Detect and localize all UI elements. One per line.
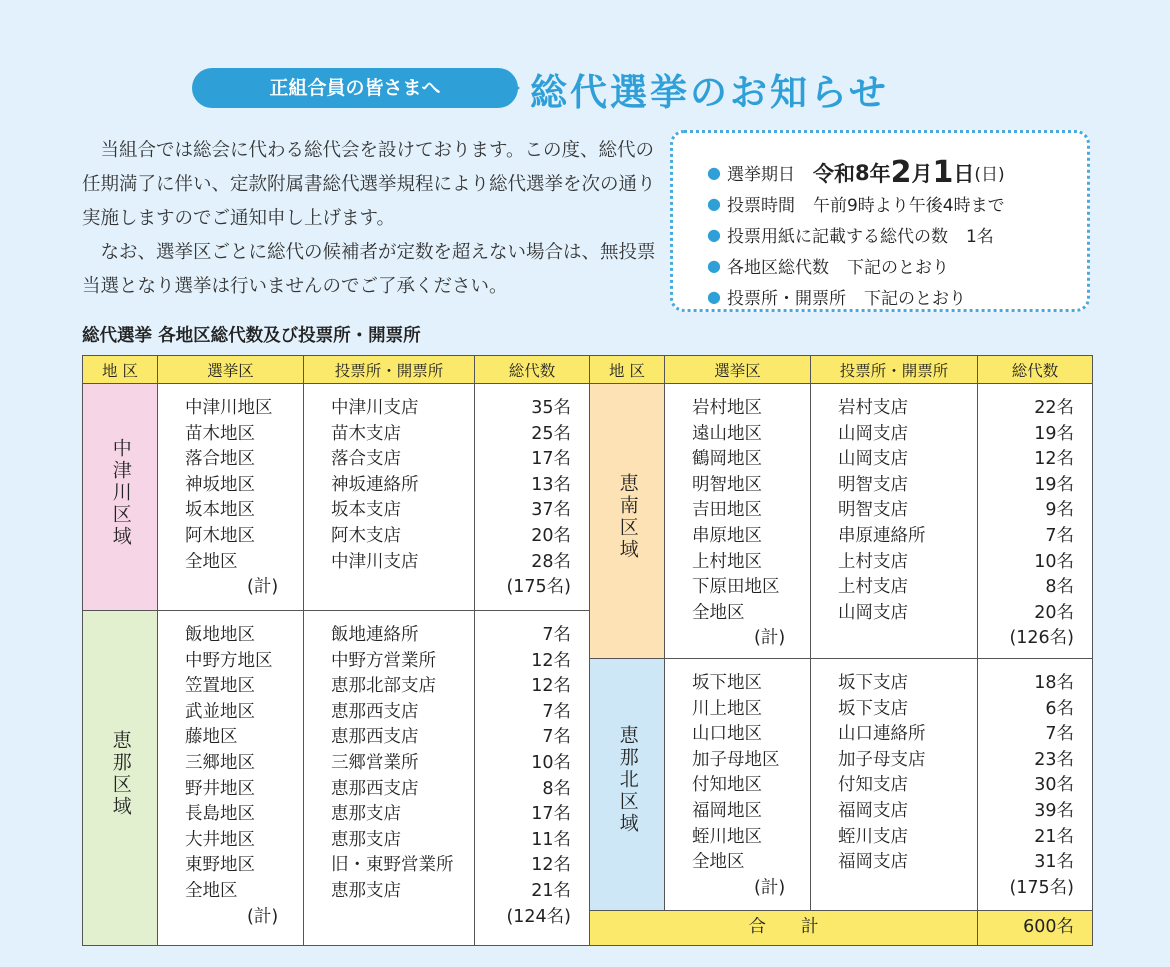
subtotal: (175名) (1009, 877, 1074, 898)
table-row (83, 384, 1093, 611)
list-item: 全地区 (185, 551, 238, 572)
count-list (475, 611, 590, 946)
list-item: 25名 (531, 423, 571, 444)
hours-value: 午前9時より午後4時まで (812, 196, 1005, 216)
list-item: 8名 (542, 778, 571, 799)
intro-text (82, 134, 662, 304)
list-item: 山口連絡所 (838, 724, 926, 745)
header-region: 地 区 (83, 356, 158, 384)
list-item: 10名 (1034, 551, 1074, 572)
list-item: 神坂地区 (185, 474, 255, 495)
list-item: 福岡支店 (838, 800, 908, 821)
list-item: 12名 (531, 650, 571, 671)
subtotal: (175名) (506, 577, 571, 598)
list-item: 阿木地区 (185, 525, 255, 546)
list-item: 山岡支店 (838, 449, 908, 470)
info-row-hours (707, 188, 1087, 219)
office-list (304, 611, 475, 946)
list-item: 山口地区 (692, 724, 762, 745)
list-item: 恵那北部支店 (331, 676, 436, 697)
district-list (665, 659, 811, 911)
audience-pill: 正組合員の皆さまへ (192, 68, 518, 108)
date-day: 1 (932, 155, 954, 190)
list-item: 12名 (531, 855, 571, 876)
list-item: 中野方営業所 (331, 650, 436, 671)
office-list (304, 384, 475, 611)
count-list (978, 384, 1093, 659)
list-item: 上村支店 (838, 551, 908, 572)
list-item: 中津川支店 (331, 551, 419, 572)
place-value: 下記のとおり (863, 289, 966, 309)
hours-label: 投票時間 (726, 196, 795, 216)
list-item: 上村支店 (838, 577, 908, 598)
bullet-icon: ● (707, 287, 721, 306)
list-item: 7名 (542, 727, 571, 748)
list-item: 13名 (531, 474, 571, 495)
list-item: 山岡支店 (838, 423, 908, 444)
info-row-count (707, 219, 1087, 250)
list-item: 7名 (1045, 525, 1074, 546)
intro-paragraph-2: なお、選挙区ごとに総代の候補者が定数を超えない場合は、無投票当選となり選挙は行いませんのでご了承ください。 (82, 242, 656, 297)
list-item: 恵那西支店 (331, 727, 419, 748)
list-item: 岩村地区 (692, 398, 762, 418)
pill-arrow-icon (504, 76, 520, 100)
list-item: 坂本支店 (331, 500, 401, 521)
list-item: 大井地区 (185, 829, 255, 850)
list-item: 飯地連絡所 (331, 625, 419, 645)
date-month-unit: 月 (911, 161, 933, 186)
list-item: 明智地区 (692, 474, 762, 495)
list-item: 坂本地区 (185, 500, 255, 521)
election-info-box (670, 130, 1090, 312)
date-year: 8 (854, 160, 870, 185)
list-item: 加子母地区 (692, 749, 780, 770)
district-list (665, 384, 811, 659)
list-item: 福岡支店 (838, 852, 908, 873)
list-item: 18名 (1034, 673, 1074, 693)
count-list (475, 384, 590, 611)
table-caption: 総代選挙 各地区総代数及び投票所・開票所 (82, 326, 421, 346)
list-item: 7名 (1045, 724, 1074, 745)
list-item: 神坂連絡所 (331, 474, 419, 495)
list-item: 三郷地区 (185, 752, 255, 773)
info-row-place (707, 281, 1087, 312)
list-item: 武並地区 (185, 701, 255, 722)
total-label: 合 計 (590, 911, 978, 946)
total-value: 600名 (978, 911, 1093, 946)
subtotal: (124名) (506, 906, 571, 927)
bullet-icon: ● (707, 194, 721, 213)
list-item: 7名 (542, 625, 571, 645)
list-item: 川上地区 (692, 698, 762, 719)
list-item: 恵那西支店 (331, 778, 419, 799)
info-row-date (707, 157, 1087, 188)
list-item: 旧・東野営業所 (331, 855, 454, 876)
list-item: 21名 (531, 880, 571, 901)
list-item: 30名 (1034, 775, 1074, 796)
list-item: 苗木地区 (185, 423, 255, 444)
count-list (978, 659, 1093, 911)
list-item: 恵那支店 (331, 829, 401, 850)
list-item: 全地区 (692, 852, 745, 873)
region-nakatsugawa (83, 384, 158, 611)
list-item: 20名 (531, 525, 571, 546)
list-item: 岩村支店 (838, 398, 908, 418)
subtotal: (計) (247, 906, 279, 927)
date-day-unit: 日 (953, 161, 975, 186)
list-item: 鶴岡地区 (692, 449, 762, 470)
list-item: 28名 (531, 551, 571, 572)
list-item: 20名 (1034, 602, 1074, 623)
list-item: 阿木支店 (331, 525, 401, 546)
date-month: 2 (890, 155, 912, 190)
region-value: 下記のとおり (846, 258, 949, 278)
list-item: 中野方地区 (185, 650, 273, 671)
region-ena (83, 611, 158, 946)
date-year-unit: 年 (869, 161, 891, 186)
list-item: 8名 (1045, 577, 1074, 598)
list-item: 23名 (1034, 749, 1074, 770)
list-item: 苗木支店 (331, 423, 401, 444)
list-item: 笠置地区 (185, 676, 255, 697)
date-weekday: (日) (974, 165, 1005, 185)
list-item: 野井地区 (185, 778, 255, 799)
subtotal: (計) (247, 577, 279, 598)
region-label: 恵那区域 (109, 729, 132, 818)
header-district: 選挙区 (665, 356, 811, 384)
list-item: 落合支店 (331, 449, 401, 470)
district-list (158, 384, 304, 611)
list-item: 付知支店 (838, 775, 908, 796)
bullet-icon: ● (707, 225, 721, 244)
list-item: 吉田地区 (692, 500, 762, 521)
office-list (811, 659, 978, 911)
list-item: 11名 (531, 829, 571, 850)
list-item: 6名 (1045, 698, 1074, 719)
list-item: 蛭川地区 (692, 826, 762, 847)
list-item: 21名 (1034, 826, 1074, 847)
bullet-icon: ● (707, 163, 721, 182)
header-count: 総代数 (978, 356, 1093, 384)
list-item: 9名 (1045, 500, 1074, 521)
list-item: 明智支店 (838, 474, 908, 495)
list-item: 17名 (531, 804, 571, 825)
list-item: 蛭川支店 (838, 826, 908, 847)
list-item: 遠山地区 (692, 423, 762, 444)
list-item: 恵那西支店 (331, 701, 419, 722)
election-table (82, 355, 1093, 946)
place-label: 投票所・開票所 (726, 289, 846, 309)
subtotal: (126名) (1009, 628, 1074, 649)
list-item: 落合地区 (185, 449, 255, 470)
list-item: 22名 (1034, 398, 1074, 418)
list-item: 串原連絡所 (838, 525, 926, 546)
list-item: 恵那支店 (331, 880, 401, 901)
district-list (158, 611, 304, 946)
list-item: 12名 (1034, 449, 1074, 470)
table-header-row (83, 356, 1093, 384)
header-region: 地 区 (590, 356, 665, 384)
list-item: 串原地区 (692, 525, 762, 546)
header-office: 投票所・開票所 (811, 356, 978, 384)
list-item: 35名 (531, 398, 571, 418)
count-value: 1名 (965, 227, 994, 247)
region-label: 恵那北区域 (616, 725, 639, 836)
list-item: 恵那支店 (331, 804, 401, 825)
list-item: 三郷営業所 (331, 752, 419, 773)
region-label: 各地区総代数 (726, 258, 829, 278)
list-item: 17名 (531, 449, 571, 470)
date-label: 選挙期日 (726, 165, 795, 185)
list-item: 飯地地区 (185, 625, 255, 645)
region-label: 中津川区域 (109, 437, 132, 548)
list-item: 加子母支店 (838, 749, 926, 770)
header-district: 選挙区 (158, 356, 304, 384)
list-item: 中津川支店 (331, 398, 419, 418)
subtotal: (計) (754, 628, 786, 649)
info-row-region (707, 250, 1087, 281)
list-item: 12名 (531, 676, 571, 697)
list-item: 東野地区 (185, 855, 255, 876)
intro-paragraph-1: 当組合では総会に代わる総代会を設けております。この度、総代の任期満了に伴い、定款附属書総代選挙規程により総代選挙を次の通り実施しますのでご通知申し上げます。 (82, 140, 656, 229)
header-count: 総代数 (475, 356, 590, 384)
list-item: 39名 (1034, 800, 1074, 821)
page-title: 総代選挙のお知らせ (530, 71, 889, 114)
list-item: 上村地区 (692, 551, 762, 572)
office-list (811, 384, 978, 659)
list-item: 付知地区 (692, 775, 762, 796)
list-item: 31名 (1034, 852, 1074, 873)
list-item: 19名 (1034, 474, 1074, 495)
list-item: 山岡支店 (838, 602, 908, 623)
region-enan (590, 384, 665, 659)
list-item: 全地区 (692, 602, 745, 623)
list-item: 明智支店 (838, 500, 908, 521)
count-label: 投票用紙に記載する総代の数 (726, 227, 948, 247)
subtotal: (計) (754, 877, 786, 898)
list-item: 7名 (542, 701, 571, 722)
list-item: 福岡地区 (692, 800, 762, 821)
list-item: 全地区 (185, 880, 238, 901)
bullet-icon: ● (707, 256, 721, 275)
list-item: 坂下支店 (838, 673, 908, 693)
date-era: 令和 (812, 161, 855, 186)
list-item: 坂下支店 (838, 698, 908, 719)
list-item: 長島地区 (185, 804, 255, 825)
list-item: 37名 (531, 500, 571, 521)
list-item: 坂下地区 (692, 673, 762, 693)
list-item: 藤地区 (185, 727, 238, 748)
list-item: 19名 (1034, 423, 1074, 444)
list-item: 下原田地区 (692, 577, 780, 598)
region-label: 恵南区域 (616, 472, 639, 561)
header-office: 投票所・開票所 (304, 356, 475, 384)
region-enakita (590, 659, 665, 911)
list-item: 中津川地区 (185, 398, 273, 418)
list-item: 10名 (531, 752, 571, 773)
